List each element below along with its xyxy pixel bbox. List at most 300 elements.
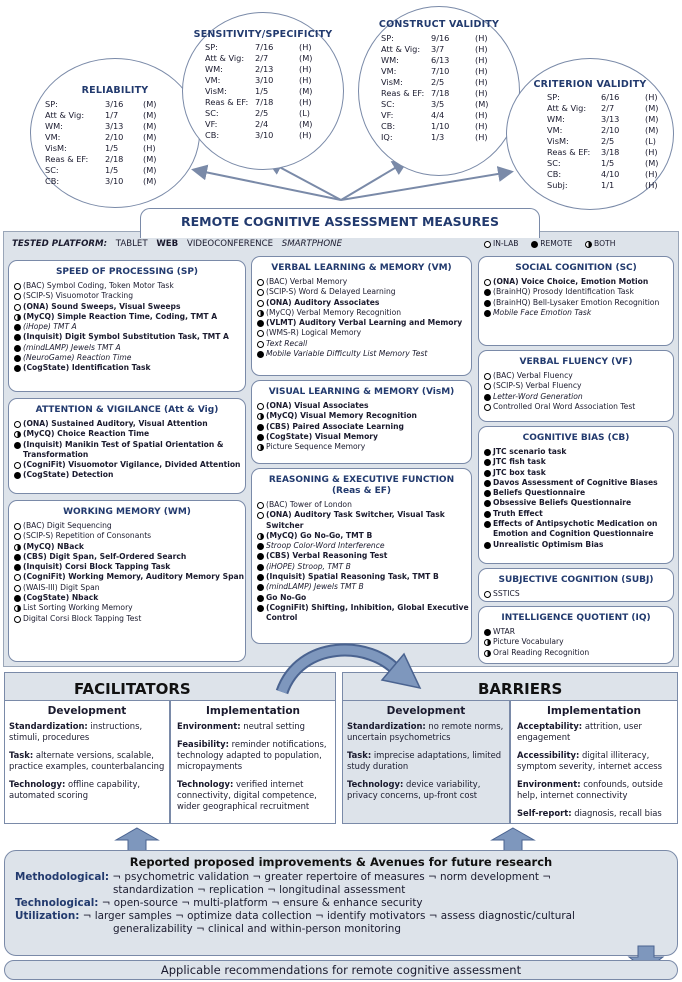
circle-row-level: (M) (143, 165, 157, 175)
factor-item (177, 721, 331, 732)
measure-label: (SCIP-S) Word & Delayed Learning (266, 287, 396, 297)
improvements-title: Reported proposed improvements & Avenues for future research (129, 855, 553, 869)
remote-icon (257, 543, 264, 550)
circle-row-name: VM: (381, 66, 397, 76)
panel-title: VISUAL LEARNING & MEMORY (VisM) (268, 387, 455, 397)
panel-title: SOCIAL COGNITION (SC) (515, 263, 637, 273)
measure-item (484, 478, 673, 488)
inlab-icon (257, 300, 264, 307)
measure-item (484, 468, 673, 478)
measure-label: List Sorting Working Memory (23, 603, 133, 613)
inlab-icon (14, 462, 21, 469)
panel-vf (478, 350, 674, 422)
remote-icon (484, 470, 491, 477)
circle-row-name: WM: (45, 121, 63, 131)
remote-icon (484, 500, 491, 507)
measure-item (14, 429, 245, 439)
measure-label: (WAIS-III) Digit Span (23, 582, 100, 592)
inlab-icon (257, 403, 264, 410)
measure-item (257, 411, 471, 421)
circle-row-value: 1/5 (105, 143, 119, 153)
circle-row-level: (M) (645, 103, 659, 113)
panel-vm (251, 256, 472, 376)
measure-item (14, 353, 245, 363)
measure-label: (MyCQ) Go No-Go, TMT B (266, 530, 373, 540)
measure-item (257, 500, 471, 510)
circle-row-value: 3/13 (105, 121, 124, 131)
circle-row-level: (M) (143, 99, 157, 109)
circle-row-name: VM: (205, 75, 221, 85)
measure-label: Go No-Go (266, 592, 307, 602)
measure-label: JTC fish task (493, 457, 546, 467)
circle-row-name: SC: (45, 165, 59, 175)
measure-label: (SCIP-S) Repetition of Consonants (23, 531, 152, 541)
circle-row-level: (H) (475, 66, 488, 76)
measure-label: Picture Sequence Memory (266, 442, 366, 452)
circle-row-name: Reas & EF: (381, 88, 425, 98)
factor-item (347, 721, 505, 743)
measure-label: (ONA) Visual Associates (266, 401, 369, 410)
barriers-imp-list (511, 717, 677, 819)
methodological-line2: standardization ¬ replication ¬ longitudinal assessment (113, 884, 406, 896)
circle-row-value: 2/13 (255, 64, 274, 74)
circle-row-level: (H) (475, 44, 488, 54)
panel-items (257, 401, 471, 452)
circle-row-value: 9/16 (431, 33, 450, 43)
measure-label: Oral Reading Recognition (493, 647, 590, 657)
measure-item (14, 322, 245, 332)
measure-label: (mindLAMP) Jewels TMT B (266, 582, 364, 592)
circle-row-value: 1/7 (105, 110, 119, 120)
measure-item (484, 308, 673, 318)
circle-row-name: SP: (205, 42, 218, 52)
factor-label: Feasibility: (177, 739, 229, 749)
circle-row-value: 7/10 (431, 66, 450, 76)
facilitators-imp-title: Implementation (205, 705, 301, 717)
measure-item (257, 277, 471, 287)
measure-label: (SCIP-S) Visuomotor Tracking (23, 291, 134, 301)
measure-item (484, 392, 673, 402)
panel-sc (478, 256, 674, 346)
construct-circle (358, 6, 520, 176)
circle-row-name: Reas & EF: (45, 154, 89, 164)
both-legend-icon (585, 241, 592, 248)
remote-icon (484, 542, 491, 549)
platform-tablet: TABLET (115, 239, 148, 249)
reliability-title: RELIABILITY (81, 85, 149, 96)
measure-label: (CogniFit) Working Memory, Auditory Memory Span (23, 572, 245, 582)
barriers-dev-list (343, 717, 509, 801)
circle-row-name: VisM: (45, 143, 67, 153)
measure-label: JTC box task (493, 467, 546, 477)
remote-icon (484, 394, 491, 401)
circle-row-name: VM: (45, 132, 61, 142)
panel-title: VERBAL FLUENCY (VF) (519, 357, 633, 367)
circle-row-name: VF: (381, 110, 394, 120)
factor-text: alternate versions, scalable, practice examples, counterbalancing (9, 750, 165, 771)
circle-row-level: (H) (299, 130, 312, 140)
circle-row-level: (M) (143, 176, 157, 186)
factor-label: Task: (347, 750, 372, 760)
inlab-icon (257, 289, 264, 296)
remote-icon (257, 351, 264, 358)
measure-label: Truth Effect (493, 508, 543, 518)
measure-item (14, 614, 245, 624)
platform-video: VIDEOCONFERENCE (186, 239, 274, 249)
measure-item (484, 381, 673, 391)
measure-label: Davos Assessment of Cognitive Biases (493, 477, 658, 487)
both-icon (14, 605, 21, 612)
measures-container (3, 231, 679, 667)
circle-row-level: (H) (475, 33, 488, 43)
measure-label: (WMS-R) Logical Memory (266, 328, 362, 338)
facilitators-imp-list (171, 717, 335, 812)
circle-row-name: VF: (205, 119, 218, 129)
circle-row-level: (H) (299, 97, 312, 107)
measure-label: Stroop Color-Word Interference (266, 541, 385, 551)
both-icon (484, 639, 491, 646)
circle-row-level: (M) (143, 132, 157, 142)
circle-row-name: WM: (547, 114, 565, 124)
remote-icon (257, 605, 264, 612)
remote-icon (484, 490, 491, 497)
circle-row-name: SC: (547, 158, 561, 168)
circle-row-value: 1/5 (255, 86, 269, 96)
both-icon (14, 544, 21, 551)
panel-items (484, 447, 673, 550)
remote-icon (14, 334, 21, 341)
measure-label: (BAC) Symbol Coding, Token Motor Task (23, 281, 174, 290)
barriers-dev-title: Development (386, 705, 466, 717)
remote-icon (257, 434, 264, 441)
remote-icon (14, 442, 21, 449)
measure-label: Mobile Face Emotion Task (493, 307, 592, 317)
circle-row-name: SC: (381, 99, 395, 109)
remote-icon (484, 310, 491, 317)
measure-label: (MyCQ) Visual Memory Recognition (266, 411, 417, 421)
factor-text: confounds, outside help, internet connectivity (517, 779, 663, 800)
measure-label: Mobile Variable Difficulty List Memory Test (266, 349, 428, 359)
panel-subj (478, 568, 674, 602)
measure-label: (ONA) Sound Sweeps, Visual Sweeps (23, 301, 181, 311)
panel-title: INTELLIGENCE QUOTIENT (IQ) (501, 613, 651, 623)
measure-item (257, 582, 471, 592)
both-icon (14, 431, 21, 438)
measure-item (257, 339, 471, 349)
circle-row-value: 3/10 (255, 75, 274, 85)
measure-label: (BAC) Tower of London (266, 500, 352, 509)
measure-item (257, 603, 471, 624)
utilization-line2: generalizability ¬ clinical and within-person monitoring (113, 923, 401, 935)
measure-label: (VLMT) Auditory Verbal Learning and Memory (266, 318, 463, 328)
measure-label: (BAC) Verbal Fluency (493, 371, 573, 380)
circle-row-value: 3/7 (431, 44, 445, 54)
panel-att (8, 398, 246, 494)
remote-icon (14, 595, 21, 602)
measure-label: (CogniFit) Visuomotor Vigilance, Divided Attention (23, 460, 241, 470)
measure-label: (iHOPE) Stroop, TMT B (266, 561, 351, 571)
measure-label: (Inquisit) Digit Symbol Substitution Task, TMT A (23, 332, 229, 342)
measure-item (484, 287, 673, 297)
factor-item (517, 808, 673, 819)
panel-title: SUBJECTIVE COGNITION (SUBJ) (498, 575, 654, 585)
measure-label: (ONA) Auditory Task Switcher, Visual Task Switcher (266, 510, 445, 530)
inlab-icon (14, 283, 21, 290)
circle-row-value: 2/5 (601, 136, 615, 146)
circle-row-level: (M) (299, 119, 313, 129)
measure-label: (CogState) Nback (23, 593, 99, 603)
remote-icon (14, 554, 21, 561)
circle-row-value: 1/1 (601, 180, 615, 190)
circle-row-name: Reas & EF: (205, 97, 249, 107)
measure-item (14, 460, 245, 470)
inlab-icon (14, 304, 21, 311)
remote-icon (257, 424, 264, 431)
measure-item (257, 401, 471, 411)
remote-icon (484, 300, 491, 307)
factor-label: Task: (9, 750, 34, 760)
factor-text: digital illiteracy, symptom severity, internet access (517, 750, 662, 771)
measure-item (484, 627, 673, 637)
circle-row-level: (M) (645, 114, 659, 124)
inlab-icon (14, 574, 21, 581)
circle-row-name: SP: (381, 33, 394, 43)
factor-label: Standardization: (9, 721, 88, 731)
measure-label: (mindLAMP) Jewels TMT A (23, 342, 121, 352)
panel-cb (478, 426, 674, 564)
measure-item (14, 302, 245, 312)
technological-label: Technological: (15, 897, 99, 909)
platform-label: TESTED PLATFORM: (12, 239, 108, 249)
remote-icon (14, 324, 21, 331)
circle-row-name: CB: (45, 176, 60, 186)
circle-row-name: VisM: (381, 77, 403, 87)
circle-row-level: (H) (645, 92, 658, 102)
circle-row-value: 7/18 (431, 88, 450, 98)
measure-item (257, 593, 471, 603)
circle-row-value: 1/10 (431, 121, 450, 131)
inlab-icon (257, 341, 264, 348)
measure-item (257, 318, 471, 328)
legend-remote: REMOTE (540, 239, 573, 248)
circle-row-level: (M) (299, 53, 313, 63)
circle-row-value: 3/18 (601, 147, 620, 157)
both-icon (14, 314, 21, 321)
circle-row-name: CB: (381, 121, 396, 131)
measure-item (14, 440, 245, 461)
circle-row-value: 2/7 (255, 53, 269, 63)
platform-row (12, 239, 342, 249)
measure-label: (MyCQ) Choice Reaction Time (23, 429, 150, 439)
remote-icon (257, 584, 264, 591)
both-icon (257, 413, 264, 420)
circle-row-value: 3/16 (105, 99, 124, 109)
circle-row-level: (M) (645, 125, 659, 135)
measure-label: (BrainHQ) Prosody Identification Task (493, 287, 634, 297)
measure-label: (Inquisit) Manikin Test of Spatial Orientation & Transformation (23, 439, 224, 459)
panel-iq (478, 606, 674, 664)
recommendations-bar (4, 960, 678, 980)
circle-row-value: 3/5 (431, 99, 445, 109)
facilitators-dev-title: Development (47, 705, 127, 717)
measure-label: (iHope) TMT A (23, 322, 77, 332)
inlab-icon (257, 330, 264, 337)
circle-row-level: (M) (645, 158, 659, 168)
factor-label: Technology: (347, 779, 404, 789)
measure-item (14, 593, 245, 603)
panel-items (484, 627, 673, 658)
circle-row-level: (H) (645, 180, 658, 190)
panel-items (484, 277, 673, 318)
measure-label: (CogState) Visual Memory (266, 431, 378, 441)
measure-item (14, 291, 245, 301)
circle-row-name: Att & Vig: (547, 103, 587, 113)
measure-item (14, 419, 245, 429)
measure-item (257, 562, 471, 572)
circle-row-name: WM: (205, 64, 223, 74)
measure-label: (SCIP-S) Verbal Fluency (493, 381, 582, 391)
both-icon (257, 533, 264, 540)
circle-row-level: (H) (475, 121, 488, 131)
measure-item (14, 531, 245, 541)
panel-subtitle: (Reas & EF) (331, 486, 392, 496)
measure-label: (CBS) Verbal Reasoning Test (266, 551, 388, 561)
circle-row-level: (H) (645, 169, 658, 179)
measure-item (257, 287, 471, 297)
measure-item (484, 277, 673, 287)
main-title: REMOTE COGNITIVE ASSESSMENT MEASURES (181, 214, 499, 229)
measure-item (257, 531, 471, 541)
factor-item (177, 779, 331, 812)
circle-row-name: CB: (547, 169, 562, 179)
legend (484, 239, 615, 249)
panel-title: WORKING MEMORY (WM) (63, 507, 191, 517)
measure-item (484, 498, 673, 508)
factor-text: device variability, privacy concerns, up-front cost (347, 779, 481, 800)
circle-row-value: 7/18 (255, 97, 274, 107)
measure-item (257, 442, 471, 452)
panel-items (257, 500, 471, 624)
measure-item (257, 541, 471, 551)
measure-item (14, 552, 245, 562)
measure-item (257, 349, 471, 359)
circle-row-name: Reas & EF: (547, 147, 591, 157)
panel-title: ATTENTION & VIGILANCE (Att & Vig) (35, 405, 219, 415)
factor-item (517, 750, 673, 772)
platform-smartphone: SMARTPHONE (281, 239, 343, 249)
facilitators-dev-col (4, 700, 170, 824)
measure-item (14, 332, 245, 342)
remote-icon (257, 320, 264, 327)
inlab-icon (14, 421, 21, 428)
measure-item (484, 637, 673, 647)
measure-item (484, 509, 673, 519)
both-icon (484, 650, 491, 657)
factor-label: Standardization: (347, 721, 426, 731)
measure-label: (BAC) Verbal Memory (266, 277, 348, 286)
measure-item (484, 457, 673, 467)
measure-item (484, 648, 673, 658)
circle-row-value: 4/10 (601, 169, 620, 179)
panel-title: SPEED OF PROCESSING (SP) (55, 267, 199, 277)
factor-label: Accessibility: (517, 750, 580, 760)
measure-item (14, 343, 245, 353)
remote-icon (14, 345, 21, 352)
factor-text: verified internet connectivity, digital competence, wider geographical recruitment (177, 779, 317, 811)
circle-row-name: Att & Vig: (381, 44, 421, 54)
utilization-label: Utilization: (15, 910, 80, 922)
circle-row-name: Att & Vig: (205, 53, 245, 63)
circle-row-level: (M) (143, 154, 157, 164)
circle-row-level: (H) (143, 143, 156, 153)
remote-icon (484, 480, 491, 487)
measure-label: Picture Vocabulary (493, 637, 564, 647)
barriers-imp-col (510, 700, 678, 824)
circle-row-name: Att & Vig: (45, 110, 85, 120)
measure-label: Beliefs Questionnaire (493, 488, 586, 498)
remote-icon (484, 521, 491, 528)
both-icon (257, 444, 264, 451)
factor-text: offline capability, automated scoring (9, 779, 141, 800)
panel-title: COGNITIVE BIAS (CB) (522, 433, 630, 443)
circle-row-name: SC: (205, 108, 219, 118)
inlab-icon (14, 293, 21, 300)
measure-label: (Inquisit) Corsi Block Tapping Task (23, 562, 171, 572)
inlab-icon (14, 533, 21, 540)
inlab-icon (257, 512, 264, 519)
circle-row-name: VM: (547, 125, 563, 135)
remote-icon (257, 595, 264, 602)
circle-row-value: 1/3 (431, 132, 445, 142)
remote-icon (257, 553, 264, 560)
remote-icon (484, 459, 491, 466)
inlab-icon (484, 373, 491, 380)
inlab-icon (484, 591, 491, 598)
remote-icon (14, 365, 21, 372)
circle-row-level: (H) (475, 88, 488, 98)
circle-row-value: 2/10 (601, 125, 620, 135)
remote-icon (14, 355, 21, 362)
circle-row-level: (H) (475, 110, 488, 120)
circle-row-level: (M) (475, 99, 489, 109)
measure-item (257, 422, 471, 432)
improvements-box (4, 850, 678, 956)
measure-item (14, 281, 245, 291)
circle-row-level: (L) (645, 136, 656, 146)
circle-row-level: (H) (475, 55, 488, 65)
circle-row-name: CB: (205, 130, 220, 140)
construct-title: CONSTRUCT VALIDITY (378, 19, 500, 30)
measure-label: (MyCQ) Verbal Memory Recognition (266, 307, 402, 317)
factor-text: instructions, stimuli, procedures (9, 721, 143, 742)
inlab-icon (14, 585, 21, 592)
circle-row-name: VisM: (205, 86, 227, 96)
measure-item (14, 312, 245, 322)
inlab-icon (484, 279, 491, 286)
measure-label: (MyCQ) Simple Reaction Time, Coding, TMT A (23, 311, 218, 321)
circle-row-name: SP: (547, 92, 560, 102)
circle-row-level: (H) (299, 64, 312, 74)
circle-row-name: Subj: (547, 180, 568, 190)
remote-icon (484, 629, 491, 636)
measure-label: (BAC) Digit Sequencing (23, 521, 112, 530)
both-icon (257, 310, 264, 317)
circle-row-level: (H) (299, 75, 312, 85)
measure-label: (ONA) Auditory Associates (266, 297, 380, 307)
measure-label: Text Recall (266, 338, 308, 348)
measure-label: (ONA) Voice Choice, Emotion Motion (493, 277, 649, 286)
measure-label: Letter-Word Generation (493, 391, 583, 401)
